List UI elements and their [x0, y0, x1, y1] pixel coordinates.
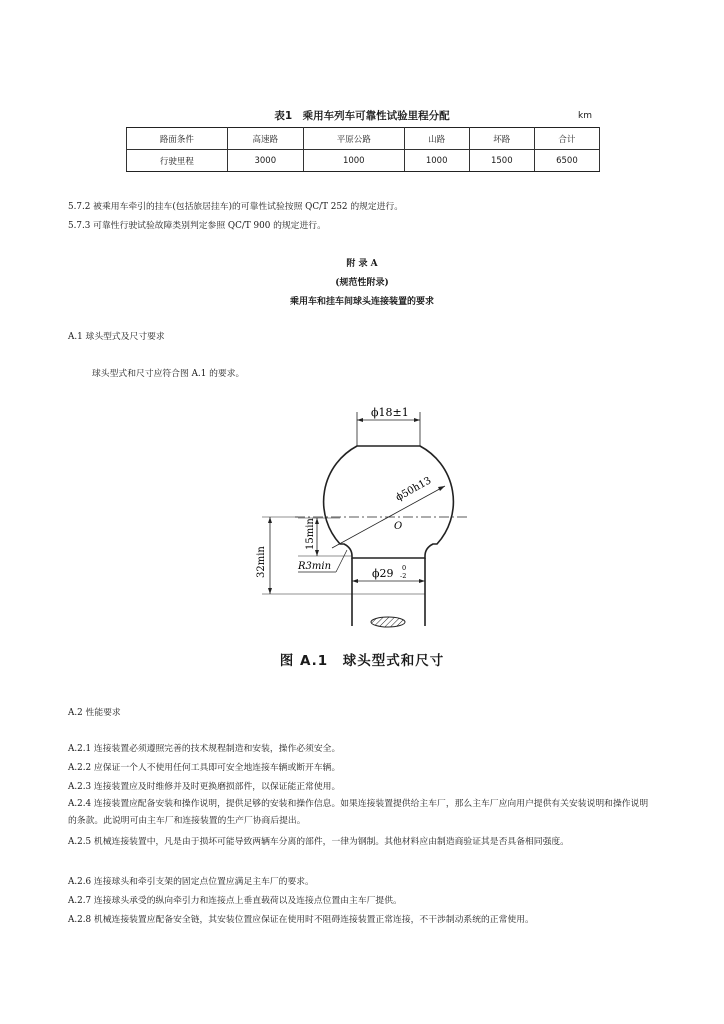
table-header-cell: 山路 — [404, 128, 469, 150]
table-cell: 1500 — [469, 150, 534, 172]
table-header-cell: 平原公路 — [303, 128, 404, 150]
section-hatch — [371, 617, 405, 627]
appendix-title: 附 录 A — [346, 259, 378, 269]
table-header-cell: 路面条件 — [127, 128, 228, 150]
table-caption: 表1 乘用车列车可靠性试验里程分配 — [274, 110, 450, 122]
radius-label: R3min — [298, 561, 332, 572]
ball-diameter-label: ϕ50h13 — [394, 475, 434, 504]
mileage-table — [126, 127, 600, 172]
top-diameter-label: ϕ18±1 — [371, 406, 409, 419]
section-a2-heading: A.2 性能要求 — [68, 708, 121, 718]
table-cell: 1000 — [303, 150, 404, 172]
ball-head-drawing — [240, 398, 480, 638]
table-header-cell: 高速路 — [227, 128, 303, 150]
table-unit: km — [578, 111, 592, 121]
neck-tolerance-upper: 0 — [402, 564, 407, 572]
clause-a-2-1: A.2.1 连接装置必须遵照完善的技术规程制造和安装，操作必须安全。 — [68, 744, 341, 754]
clause-a-2-3: A.2.3 连接装置应及时维修并及时更换磨损部件，以保证能正常使用。 — [68, 782, 341, 792]
table-header-cell: 坏路 — [469, 128, 534, 150]
height-15-label: 15min — [305, 518, 316, 550]
table-header-row — [127, 128, 600, 150]
clause-5-7-2: 5.7.2 被乘用车牵引的挂车(包括旅居挂车)的可靠性试验按照 QC/T 252 的规定进行。 — [68, 202, 404, 212]
clause-a-2-5: A.2.5 机械连接装置中，凡是由于损坏可能导致两辆车分离的部件，一律为钢制。其他材料应由制造商验证其是否具备相同强度。 — [68, 837, 569, 847]
clause-a-2-7: A.2.7 连接球头承受的纵向牵引力和连接点上垂直载荷以及连接点位置由主车厂提供。 — [68, 896, 402, 906]
appendix-name: 乘用车和挂车间球头连接装置的要求 — [289, 297, 434, 307]
table-cell: 6500 — [534, 150, 599, 172]
table-cell: 1000 — [404, 150, 469, 172]
clause-5-7-3: 5.7.3 可靠性行驶试验故障类别判定参照 QC/T 900 的规定进行。 — [68, 221, 326, 231]
ball-outline — [324, 446, 454, 558]
appendix-subtitle: (规范性附录) — [335, 278, 389, 288]
table-header-cell: 合计 — [534, 128, 599, 150]
section-a1-heading: A.1 球头型式及尺寸要求 — [68, 332, 165, 342]
figure-caption: 图 A.1 球头型式和尺寸 — [279, 653, 445, 669]
clause-a-2-2: A.2.2 应保证一个人不使用任何工具即可安全地连接车辆或断开车辆。 — [68, 763, 341, 773]
table-cell: 行驶里程 — [127, 150, 228, 172]
height-32-label: 32min — [256, 546, 267, 578]
clause-a-2-8: A.2.8 机械连接装置应配备安全链，其安装位置应保证在使用时不阻碍连接装置正常连接，不干涉制动系统的正常使用。 — [68, 915, 534, 925]
neck-diameter-label: ϕ29 — [372, 567, 394, 580]
center-point-label: O — [394, 521, 403, 532]
neck-tolerance-lower: -2 — [400, 572, 407, 580]
clause-a-2-6: A.2.6 连接球头和牵引支架的固定点位置应满足主车厂的要求。 — [68, 877, 314, 887]
table-row — [127, 150, 600, 172]
clause-a-2-4: A.2.4 连接装置应配备安装和操作说明，提供足够的安装和操作信息。如果连接装置提供给主车厂，那么主车厂应向用户提供有关安装说明和操作说明的条款。此说明可由主车厂和连接装置的生产厂协商后提出。 — [68, 799, 649, 826]
table-cell: 3000 — [227, 150, 303, 172]
section-a1-body: 球头型式和尺寸应符合图 A.1 的要求。 — [92, 369, 245, 379]
